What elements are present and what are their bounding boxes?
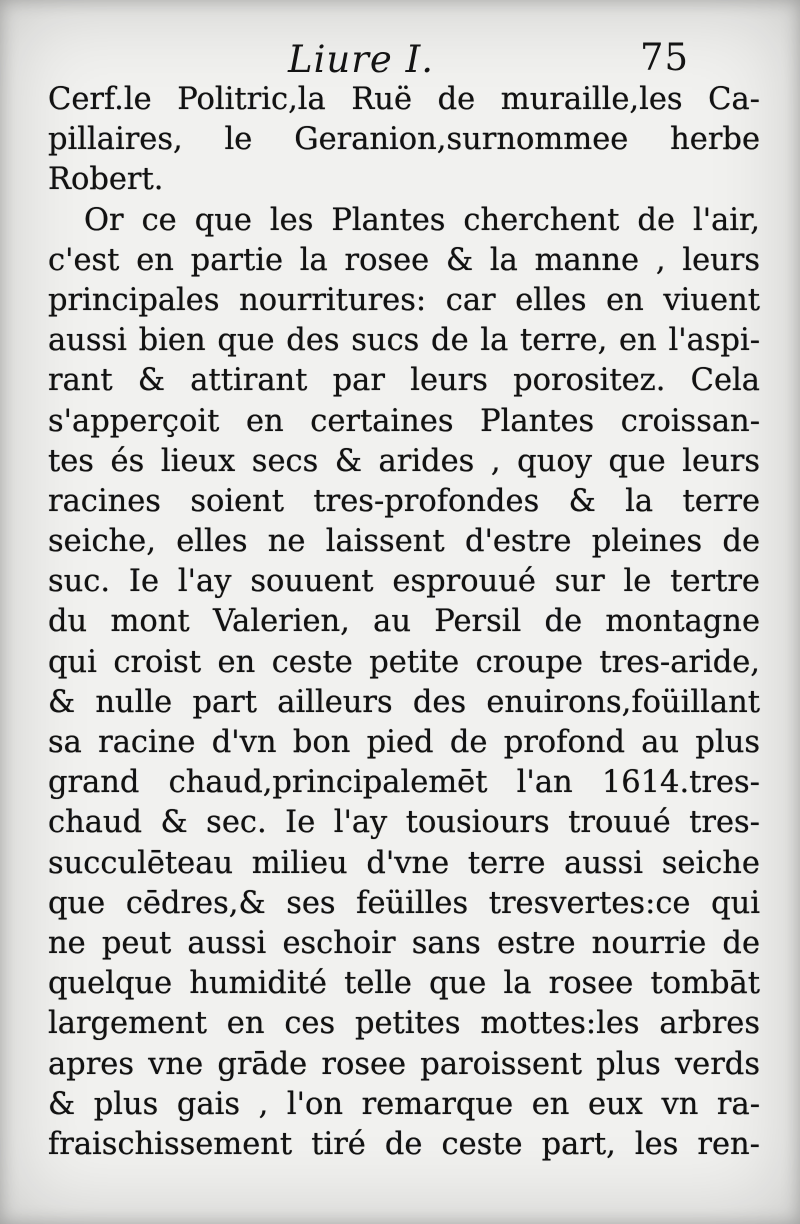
text-line: s'apperçoit en certaines Plantes croissan- xyxy=(48,403,760,439)
text-line: tes és lieux secs & arides , quoy que leurs xyxy=(48,443,760,479)
text-line: aussi bien que des sucs de la terre, en l'aspi- xyxy=(48,323,760,359)
text-line: qui croist en ceste petite croupe tres-aride, xyxy=(48,644,760,680)
text-line: chaud & sec. Ie l'ay tousiours trouué tres- xyxy=(48,805,760,841)
text-line: Robert. xyxy=(48,162,164,198)
text-line: seiche, elles ne laissent d'estre pleines de xyxy=(48,524,760,560)
body-text xyxy=(48,80,760,1165)
text-line: largement en ces petites mottes:les arbres xyxy=(48,1006,760,1042)
text-line: Cerf.le Politric,la Ruë de muraille,les Ca- xyxy=(48,82,760,117)
page-number: 75 xyxy=(640,36,690,79)
text-line: pillaires, le Geranion,surnommee herbe xyxy=(48,122,760,158)
text-line: sa racine d'vn bon pied de profond au plus xyxy=(48,725,760,760)
text-line: Or ce que les Plantes cherchent de l'air, xyxy=(84,202,760,238)
text-line: & nulle part ailleurs des enuirons,foüillant xyxy=(48,684,760,720)
text-line: c'est en partie la rosee & la manne , leurs xyxy=(48,242,760,278)
text-line: succulēteau milieu d'vne terre aussi seiche xyxy=(48,845,760,881)
text-line: fraischissement tiré de ceste part, les ren- xyxy=(48,1126,760,1162)
text-line: apres vne grāde rosee paroissent plus verds xyxy=(48,1046,760,1082)
text-line: que cēdres,& ses feüilles tresvertes:ce qui xyxy=(48,885,760,921)
text-line: racines soient tres-profondes & la terre xyxy=(48,483,760,519)
running-head xyxy=(0,32,800,82)
text-line: grand chaud,principalemēt l'an 1614.tres- xyxy=(48,765,760,801)
running-head-title: Liure I. xyxy=(288,38,434,81)
text-line: ne peut aussi eschoir sans estre nourrie de xyxy=(48,925,760,961)
text-line: suc. Ie l'ay souuent esprouué sur le tertre xyxy=(48,564,760,600)
text-line: rant & attirant par leurs porositez. Cela xyxy=(48,363,760,399)
text-line: quelque humidité telle que la rosee tombāt xyxy=(48,966,760,1002)
text-line: & plus gais , l'on remarque en eux vn ra- xyxy=(48,1086,760,1122)
text-line: du mont Valerien, au Persil de montagne xyxy=(48,604,760,640)
text-line: principales nourritures: car elles en viuent xyxy=(48,282,760,318)
